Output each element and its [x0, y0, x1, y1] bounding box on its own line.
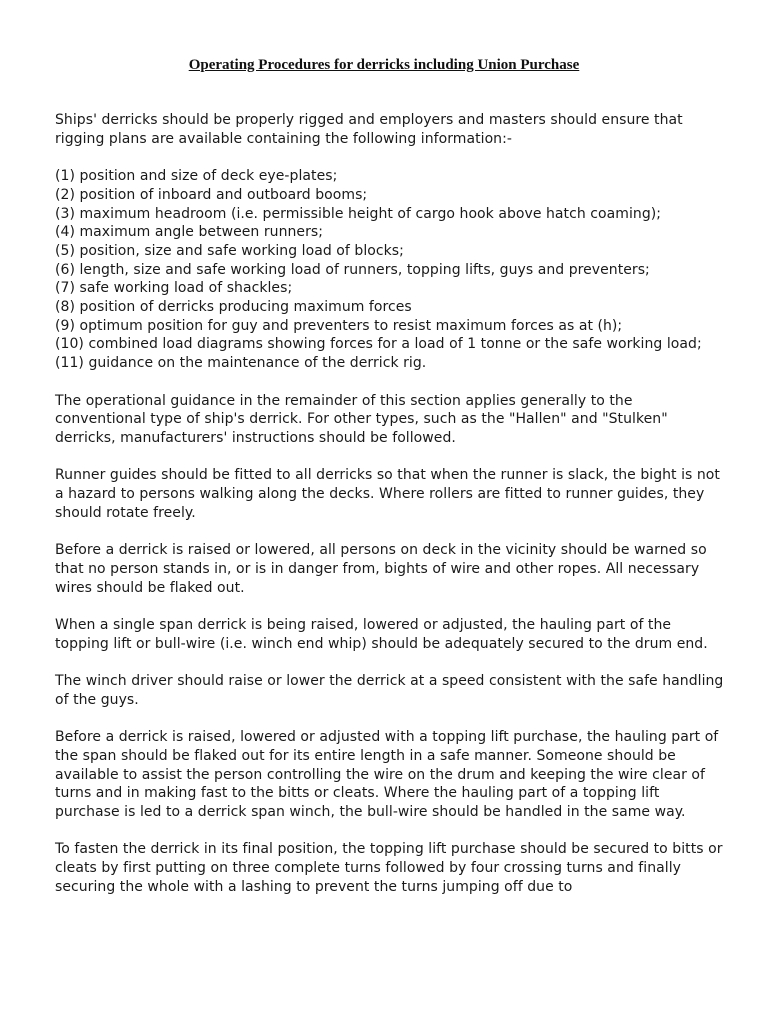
- paragraph-topping-lift: Before a derrick is raised, lowered or adjusted with a topping lift purchase, the hauling part of the span should be flaked out for its entire length in a safe manner. Someone should be available to assist the person controlling the wire on the drum and keeping the wire clear of turns and in making fast to the bitts or cleats. Where the hauling part of a topping lift purchase is led to a derrick span winch, the bull-wire should be handled in the same way.: [55, 729, 719, 820]
- list-item: (1) position and size of deck eye-plates;: [55, 168, 338, 185]
- paragraph-raising-warning: Before a derrick is raised or lowered, all persons on deck in the vicinity should be warned so that no person stands in, or is in danger from, bights of wire and other ropes. All necessary wires should be flaked out.: [55, 542, 707, 596]
- list-item: (8) position of derricks producing maximum forces: [55, 299, 412, 316]
- list-item: (11) guidance on the maintenance of the derrick rig.: [55, 355, 427, 372]
- list-item: (3) maximum headroom (i.e. permissible height of cargo hook above hatch coaming);: [55, 205, 662, 222]
- intro-paragraph: Ships' derricks should be properly rigged and employers and masters should ensure that rigging plans are available containing the following information:-: [55, 112, 683, 147]
- list-item: (6) length, size and safe working load of runners, topping lifts, guys and preventers;: [55, 261, 650, 278]
- paragraph-derrick-types: The operational guidance in the remainder of this section applies generally to the conventional type of ship's derrick. For other types, such as the "Hallen" and "Stulken" derricks, manufacturers' instructions should be followed.: [55, 392, 668, 446]
- list-item: (7) safe working load of shackles;: [55, 280, 293, 297]
- paragraph-runner-guides: Runner guides should be fitted to all derricks so that when the runner is slack, the bight is not a hazard to persons walking along the decks. Where rollers are fitted to runner guides, they should rotate freely.: [55, 467, 720, 521]
- paragraph-fasten-derrick: To fasten the derrick in its final position, the topping lift purchase should be secured to bitts or cleats by first putting on three complete turns followed by four crossing turns and finally securing the whole with a lashing to prevent the turns jumping off due to: [55, 841, 723, 895]
- list-item: (5) position, size and safe working load of blocks;: [55, 242, 404, 259]
- list-item: (4) maximum angle between runners;: [55, 224, 324, 241]
- paragraph-single-span: When a single span derrick is being raised, lowered or adjusted, the hauling part of the topping lift or bull-wire (i.e. winch end whip) should be adequately secured to the drum end.: [55, 616, 708, 652]
- document-body: [55, 111, 725, 915]
- list-item: (2) position of inboard and outboard booms;: [55, 186, 368, 203]
- list-item: (9) optimum position for guy and preventers to resist maximum forces as at (h);: [55, 317, 623, 334]
- paragraph-winch-driver: The winch driver should raise or lower the derrick at a speed consistent with the safe handling of the guys.: [55, 673, 724, 708]
- rigging-plan-list: [55, 167, 725, 373]
- list-item: (10) combined load diagrams showing forces for a load of 1 tonne or the safe working load;: [55, 336, 702, 353]
- document-title: Operating Procedures for derricks including Union Purchase: [188, 57, 580, 73]
